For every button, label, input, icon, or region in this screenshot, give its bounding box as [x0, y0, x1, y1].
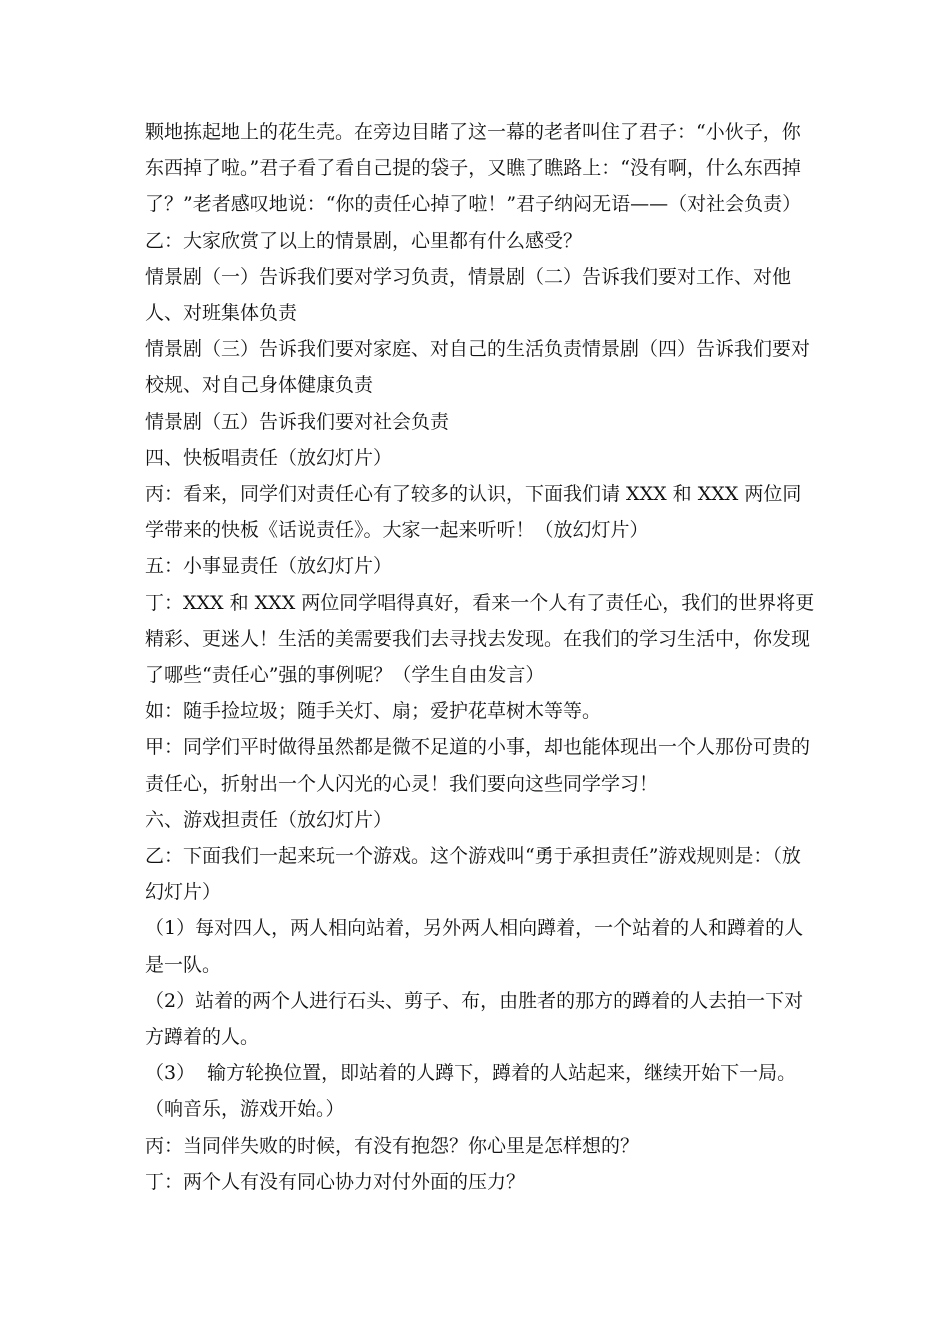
rule-item-1: （1）每对四人，两人相向站着，另外两人相向蹲着，一个站着的人和蹲着的人是一队。	[145, 917, 804, 976]
section-heading-5: 五：小事显责任（放幻灯片）	[145, 555, 393, 578]
rule-item-2: （2）站着的两个人进行石头、剪子、布，由胜者的那方的蹲着的人去拍一下对方蹲着的人。	[145, 989, 804, 1049]
paragraph-skit-1-2: 情景剧（一）告诉我们要对学习负责，情景剧（二）告诉我们要对工作、对他人、对班集体负责	[145, 265, 792, 325]
paragraph-peanut-story: 颗地拣起地上的花生壳。在旁边目睹了这一幕的老者叫住了君子：“小伙子，你东西掉了啦。”君子看了看自己提的袋子，又瞧了瞧路上：“没有啊，什么东西掉了？”老者感叹地说：“你的责任心掉了啦！”君子纳闷无语——（对社会负责）	[145, 121, 802, 216]
paragraph-question-feelings: 乙：大家欣赏了以上的情景剧，心里都有什么感受？	[145, 229, 583, 252]
document-body	[145, 114, 815, 1200]
paragraph-jia-learn: 甲：同学们平时做得虽然都是微不足道的小事，却也能体现出一个人那份可贵的责任心，折射出一个人闪光的心灵！我们要向这些同学学习！	[145, 736, 811, 795]
rule-item-3: （3） 输方轮换位置，即站着的人蹲下，蹲着的人站起来，继续开始下一局。	[145, 1062, 797, 1085]
paragraph-ding-question: 丁：两个人有没有同心协力对付外面的压力？	[145, 1170, 526, 1193]
paragraph-music-start: （响音乐，游戏开始。）	[145, 1098, 345, 1121]
paragraph-yi-game: 乙：下面我们一起来玩一个游戏。这个游戏叫“勇于承担责任”游戏规则是：（放幻灯片）	[145, 845, 801, 904]
paragraph-examples-list: 如：随手捡垃圾；随手关灯、扇；爱护花草树木等等。	[145, 700, 602, 723]
paragraph-bing-clapper: 丙：看来，同学们对责任心有了较多的认识，下面我们请 XXX 和 XXX 两位同学带来的快板《话说责任》。大家一起来听听！（放幻灯片）	[145, 483, 802, 542]
section-heading-4: 四、快板唱责任（放幻灯片）	[145, 446, 393, 469]
section-heading-6: 六、游戏担责任（放幻灯片）	[145, 808, 393, 831]
paragraph-skit-3-4: 情景剧（三）告诉我们要对家庭、对自己的生活负责情景剧（四）告诉我们要对校规、对自己身体健康负责	[145, 338, 811, 397]
paragraph-skit-5: 情景剧（五）告诉我们要对社会负责	[145, 410, 450, 433]
paragraph-ding-examples: 丁：XXX 和 XXX 两位同学唱得真好，看来一个人有了责任心，我们的世界将更精彩、更迷人！生活的美需要我们去寻找去发现。在我们的学习生活中，你发现了哪些“责任心”强的事例呢？（学生自由发言）	[145, 591, 815, 687]
paragraph-bing-question: 丙：当同伴失败的时候，有没有抱怨？你心里是怎样想的？	[145, 1134, 640, 1157]
